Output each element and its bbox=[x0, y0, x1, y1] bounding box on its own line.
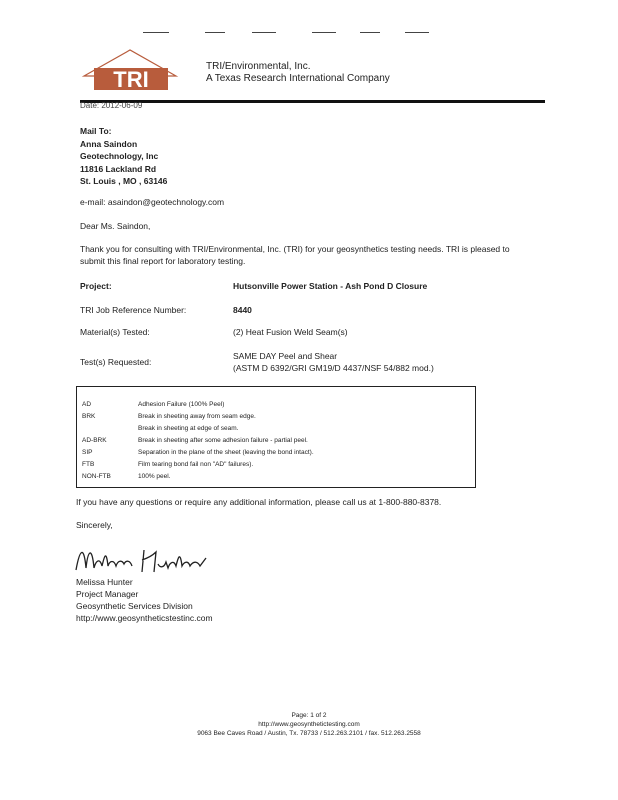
intro-line-2: submit this final report for laboratory testing. bbox=[80, 256, 246, 266]
header-dash bbox=[143, 32, 169, 33]
recipient-city: St. Louis , MO , 63146 bbox=[80, 176, 168, 186]
mail-to-heading: Mail To: bbox=[80, 126, 112, 136]
handwritten-signature bbox=[72, 540, 217, 578]
job-ref-label: TRI Job Reference Number: bbox=[80, 305, 187, 315]
job-ref-value: 8440 bbox=[233, 305, 252, 315]
recipient-company: Geotechnology, Inc bbox=[80, 151, 159, 161]
legend-row bbox=[82, 425, 238, 432]
header-rule bbox=[80, 100, 545, 103]
legend-desc: Separation in the plane of the sheet (leaving the bond intact). bbox=[138, 449, 314, 456]
failure-legend bbox=[76, 386, 476, 488]
project-value: Hutsonville Power Station - Ash Pond D Closure bbox=[233, 281, 428, 291]
recipient-name: Anna Saindon bbox=[80, 138, 138, 149]
project-label: Project: bbox=[80, 281, 112, 291]
closing: Sincerely, bbox=[76, 520, 113, 530]
legend-desc: Break in sheeting after some adhesion failure - partial peel. bbox=[138, 437, 308, 444]
legend-desc: Break in sheeting away from seam edge. bbox=[138, 413, 256, 420]
legend-code: FTB bbox=[82, 461, 95, 468]
company-name: TRI/Environmental, Inc. bbox=[206, 61, 311, 72]
legend-code: AD bbox=[82, 401, 92, 408]
legend-desc: Film tearing bond fail non "AD" failures). bbox=[138, 461, 254, 468]
legend-row bbox=[82, 473, 171, 480]
legend-desc: 100% peel. bbox=[138, 473, 171, 480]
header-dash bbox=[205, 32, 225, 33]
signer-name: Melissa Hunter bbox=[76, 577, 133, 587]
legend-row bbox=[82, 449, 314, 456]
intro-line-1: Thank you for consulting with TRI/Environmental, Inc. (TRI) for your geosynthetics testing needs. TRI is pleased to bbox=[80, 244, 510, 254]
legend-code: BRK bbox=[82, 413, 96, 420]
legend-desc: Break in sheeting at edge of seam. bbox=[138, 425, 239, 432]
signature-block bbox=[76, 576, 213, 624]
tests-value-1: SAME DAY Peel and Shear bbox=[233, 351, 338, 361]
legend-row bbox=[82, 461, 253, 468]
footer-url[interactable]: http://www.geosynthetictesting.com bbox=[258, 721, 360, 728]
header-dash bbox=[252, 32, 276, 33]
legend-row bbox=[82, 437, 308, 444]
recipient-street: 11816 Lackland Rd bbox=[80, 163, 157, 174]
svg-text:TRI: TRI bbox=[113, 67, 149, 92]
tests-value-2: (ASTM D 6392/GRI GM19/D 4437/NSF 54/882 mod.) bbox=[233, 363, 434, 373]
header-dash bbox=[405, 32, 429, 33]
header-dash bbox=[312, 32, 336, 33]
company-block bbox=[206, 61, 390, 85]
signer-division: Geosynthetic Services Division bbox=[76, 601, 193, 611]
signer-website[interactable]: http://www.geosyntheticstestinc.com bbox=[76, 613, 213, 623]
tri-logo bbox=[80, 48, 180, 93]
page-number: Page: 1 of 2 bbox=[291, 712, 327, 719]
company-tagline: A Texas Research International Company bbox=[206, 73, 390, 84]
legend-row bbox=[82, 401, 224, 408]
date-line: Date: 2012-06-09 bbox=[80, 101, 143, 110]
legend-row bbox=[82, 413, 256, 420]
legend-code: NON-FTB bbox=[82, 473, 111, 480]
closing-question: If you have any questions or require any additional information, please call us at 1-800-880-8378. bbox=[76, 497, 442, 507]
legend-code: SIP bbox=[82, 449, 93, 456]
header-dash bbox=[360, 32, 380, 33]
salutation: Dear Ms. Saindon, bbox=[80, 221, 151, 231]
materials-label: Material(s) Tested: bbox=[80, 327, 150, 337]
legend-code: AD-BRK bbox=[82, 437, 107, 444]
signer-title: Project Manager bbox=[76, 589, 139, 599]
email-line: e-mail: asaindon@geotechnology.com bbox=[80, 197, 225, 207]
footer-address: 9063 Bee Caves Road / Austin, Tx. 78733 / 512.263.2101 / fax. 512.263.2558 bbox=[197, 730, 421, 737]
legend-desc: Adhesion Failure (100% Peel) bbox=[138, 401, 225, 408]
tests-label: Test(s) Requested: bbox=[80, 357, 152, 367]
mail-to-block bbox=[80, 125, 167, 188]
materials-value: (2) Heat Fusion Weld Seam(s) bbox=[233, 327, 348, 337]
